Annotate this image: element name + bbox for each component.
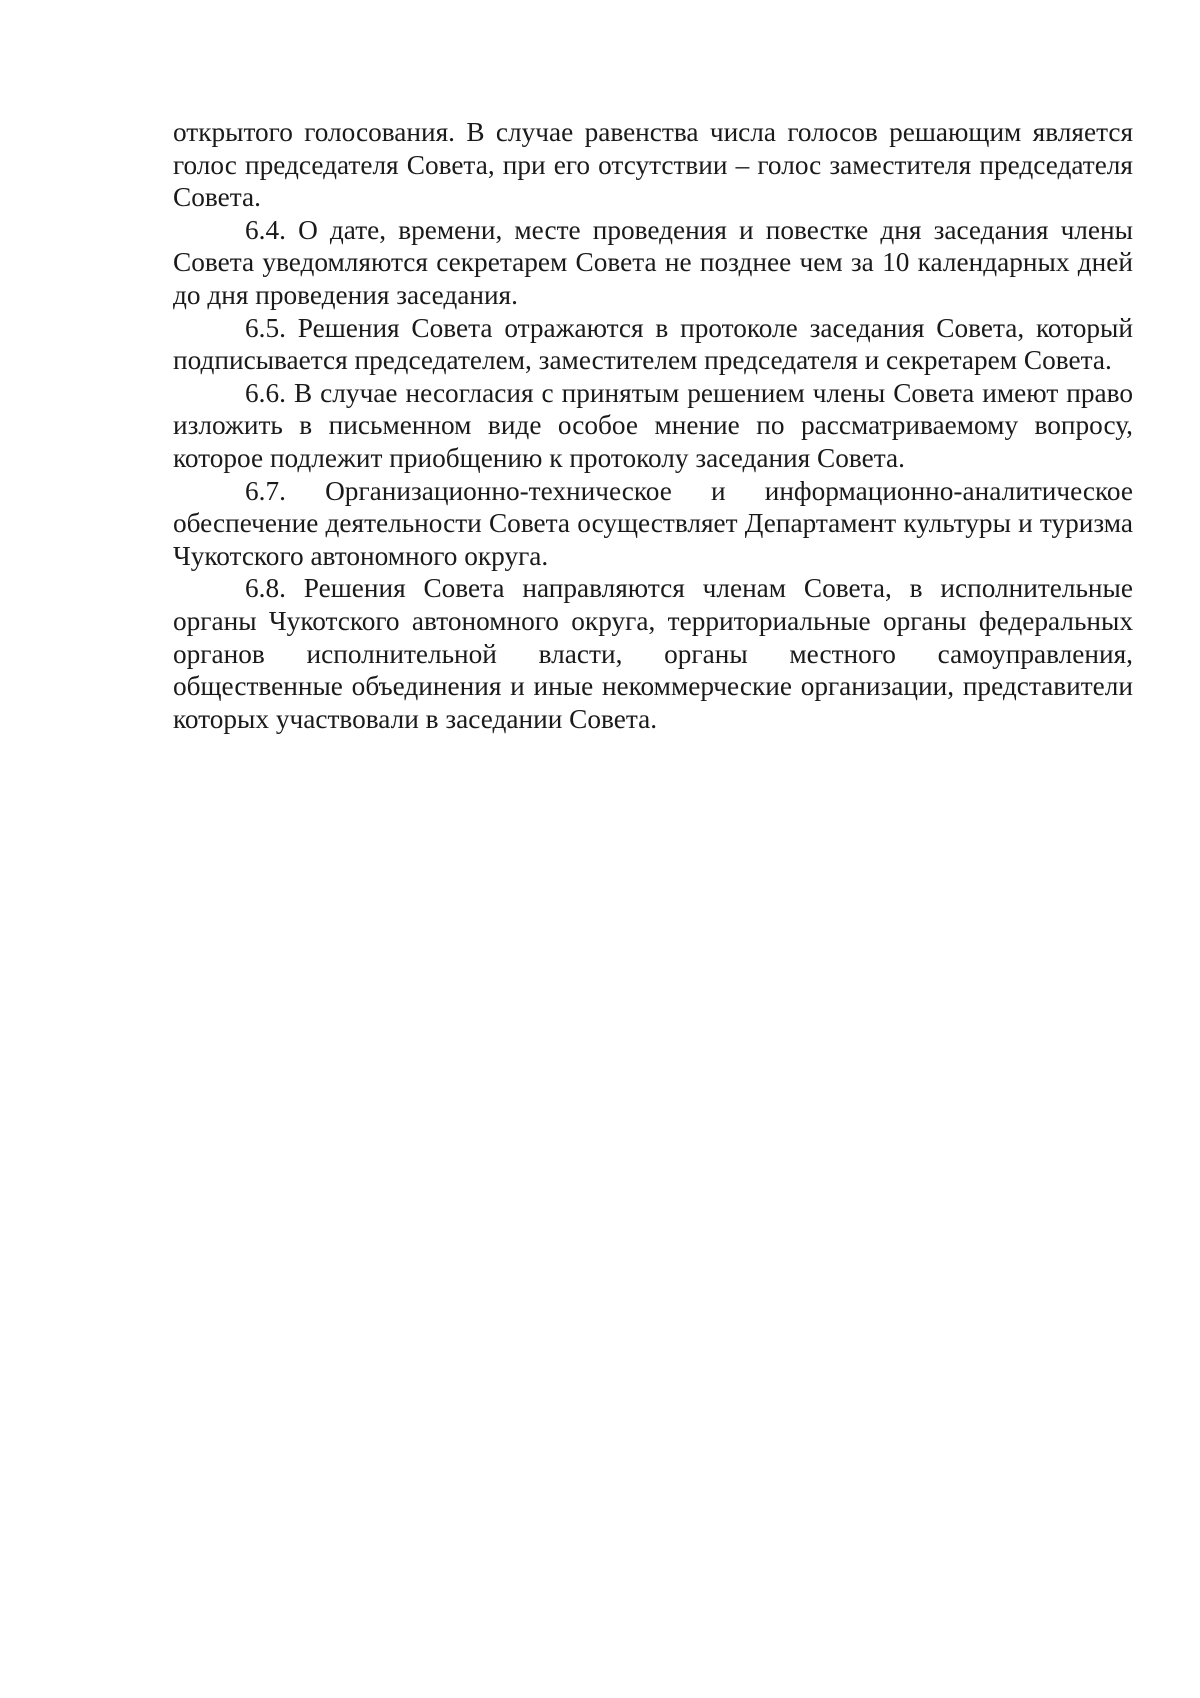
paragraph-6-4: 6.4. О дате, времени, месте проведения и повестке дня заседания члены Совета уведомляются секретарем Совета не позднее чем за 10 календарных дней до дня проведения заседания. — [173, 214, 1133, 310]
paragraph-6-7: 6.7. Организационно-техническое и информационно-аналитическое обеспечение деятельности Совета осуществляет Департамент культуры и туризма Чукотского автономного округа. — [173, 475, 1133, 571]
paragraph-6-8: 6.8. Решения Совета направляются членам Совета, в исполнительные органы Чукотского автономного округа, территориальные органы федеральных органов исполнительной власти, органы местного самоуправления, общественные объединения и иные некоммерческие организации, представители которых участвовали в заседании Совета. — [173, 573, 1133, 734]
paragraph-continuation-6-3: открытого голосования. В случае равенства числа голосов решающим является голос председателя Совета, при его отсутствии – голос заместителя председателя Совета. — [173, 117, 1133, 213]
document-body — [173, 116, 1133, 735]
paragraph-6-6: 6.6. В случае несогласия с принятым решением члены Совета имеют право изложить в письменном виде особое мнение по рассматриваемому вопросу, которое подлежит приобщению к протоколу заседания Совета. — [173, 377, 1133, 473]
paragraph-6-5: 6.5. Решения Совета отражаются в протоколе заседания Совета, который подписывается председателем, заместителем председателя и секретарем Совета. — [173, 312, 1133, 376]
